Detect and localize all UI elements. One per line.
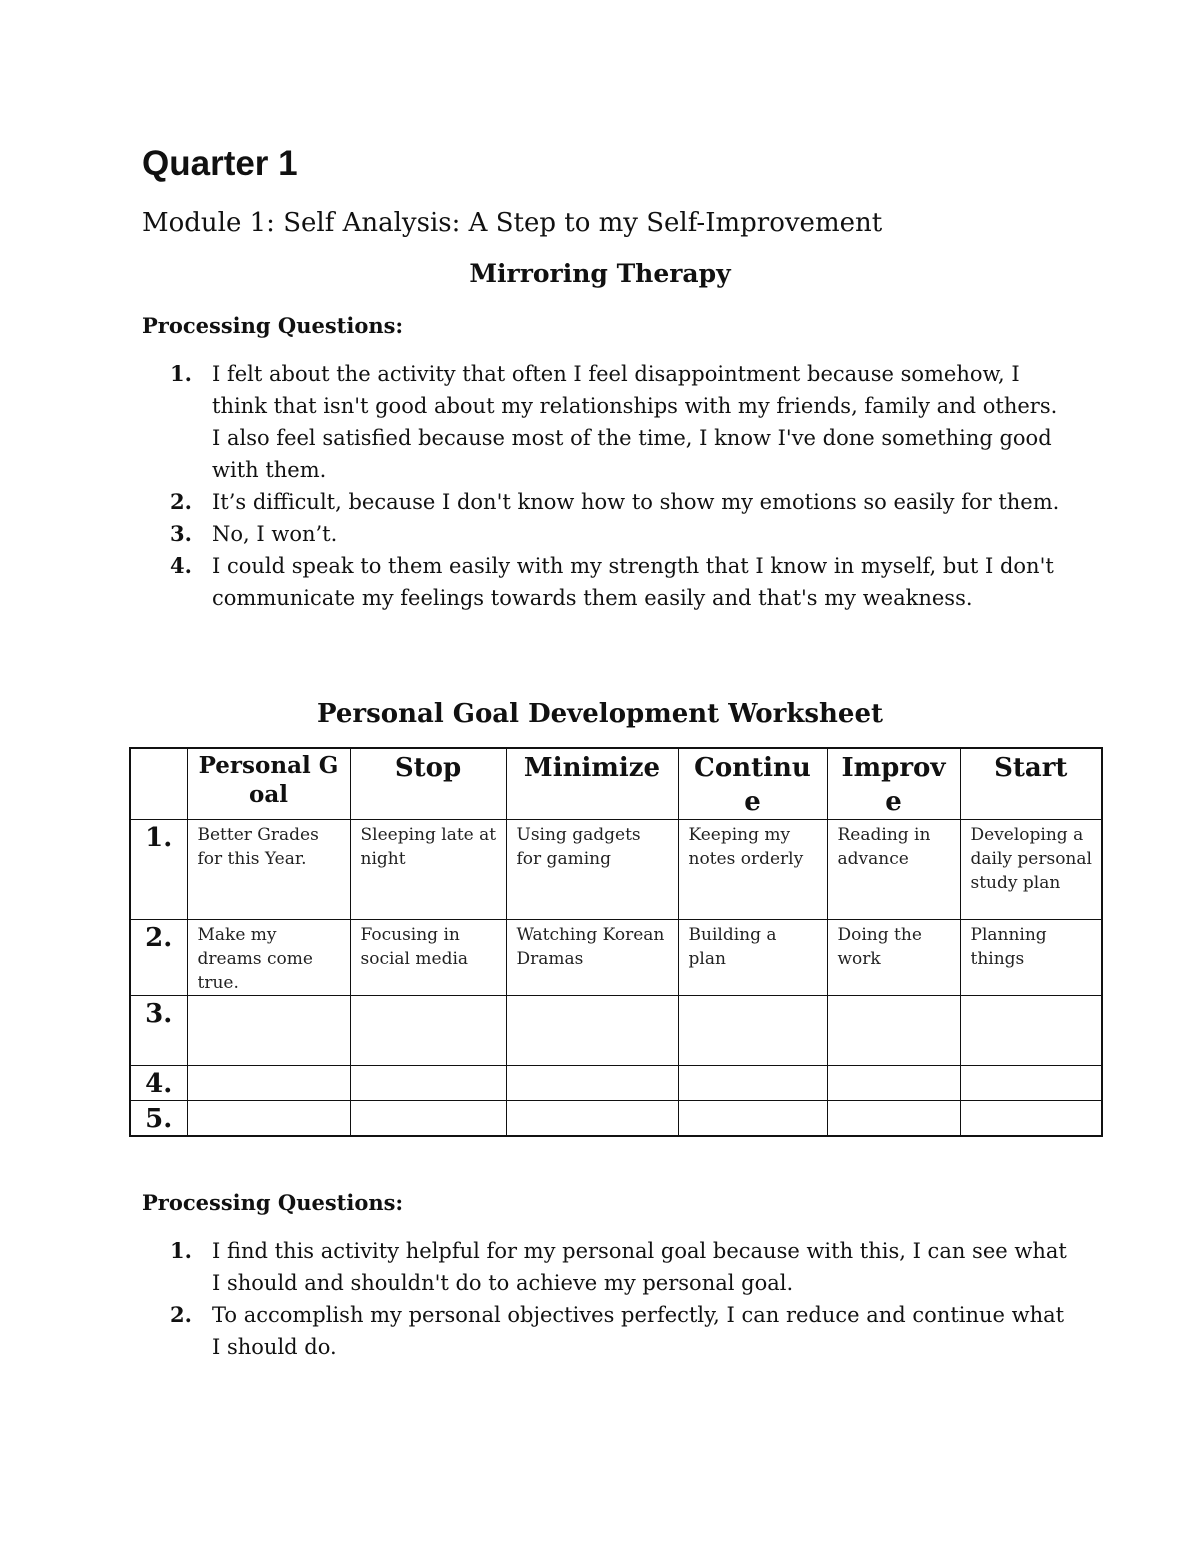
- processing-answers-list: [170, 1235, 1070, 1363]
- table-cell: [187, 996, 350, 1066]
- table-cell: [506, 1101, 678, 1137]
- section-title: Mirroring Therapy: [469, 259, 731, 288]
- table-row: [130, 820, 1102, 920]
- table-cell: Developing a daily personal study plan: [960, 820, 1102, 920]
- list-item: [170, 486, 1070, 518]
- item-number: 4.: [170, 553, 192, 578]
- table-cell: [350, 996, 506, 1066]
- table-cell: [960, 996, 1102, 1066]
- list-item: [170, 518, 1070, 550]
- table-cell: [678, 996, 827, 1066]
- table-cell: [960, 1101, 1102, 1137]
- worksheet-title: Personal Goal Development Worksheet: [317, 699, 883, 729]
- row-number: 3.: [130, 996, 187, 1066]
- item-text: To accomplish my personal objectives perfectly, I can reduce and continue what I should do.: [212, 1303, 1065, 1359]
- item-number: 1.: [170, 1238, 192, 1263]
- table-cell: Better Grades for this Year.: [187, 820, 350, 920]
- table-cell: [350, 1066, 506, 1101]
- item-text: No, I won’t.: [212, 522, 338, 546]
- row-number: 5.: [130, 1101, 187, 1137]
- table-row: [130, 1066, 1102, 1101]
- list-item: [170, 358, 1070, 486]
- table-cell: Focusing in social media: [350, 920, 506, 996]
- header-cell: Continue: [678, 748, 827, 820]
- table-row: [130, 996, 1102, 1066]
- table-row: [130, 920, 1102, 996]
- row-number: 1.: [130, 820, 187, 920]
- table-cell: Watching Korean Dramas: [506, 920, 678, 996]
- quarter-title: Quarter 1: [142, 144, 298, 183]
- table-cell: [506, 996, 678, 1066]
- table-row: [130, 1101, 1102, 1137]
- header-cell: Start: [960, 748, 1102, 820]
- table-cell: Sleeping late at night: [350, 820, 506, 920]
- table-header-row: [130, 748, 1102, 820]
- table-cell: [678, 1066, 827, 1101]
- header-cell: Stop: [350, 748, 506, 820]
- processing-answers-list: [170, 358, 1070, 614]
- list-item: [170, 550, 1070, 614]
- table-cell: [506, 1066, 678, 1101]
- item-text: I find this activity helpful for my personal goal because with this, I can see what I should and shouldn't do to achieve my personal goal.: [212, 1239, 1067, 1295]
- table-cell: [827, 996, 960, 1066]
- item-text: It’s difficult, because I don't know how to show my emotions so easily for them.: [212, 490, 1060, 514]
- table-cell: [187, 1066, 350, 1101]
- table-cell: [678, 1101, 827, 1137]
- header-cell: Minimize: [506, 748, 678, 820]
- item-number: 1.: [170, 361, 192, 386]
- table-cell: Reading in advance: [827, 820, 960, 920]
- table-cell: Keeping my notes orderly: [678, 820, 827, 920]
- list-item: [170, 1299, 1070, 1363]
- row-number: 4.: [130, 1066, 187, 1101]
- table-cell: [827, 1066, 960, 1101]
- list-item: [170, 1235, 1070, 1299]
- item-number: 2.: [170, 489, 192, 514]
- table-cell: Planning things: [960, 920, 1102, 996]
- table-cell: Make my dreams come true.: [187, 920, 350, 996]
- table-cell: Using gadgets for gaming: [506, 820, 678, 920]
- header-cell: Personal Goal: [187, 748, 350, 820]
- header-cell: Improve: [827, 748, 960, 820]
- item-number: 3.: [170, 521, 192, 546]
- table-cell: [827, 1101, 960, 1137]
- table-cell: Building a plan: [678, 920, 827, 996]
- header-cell-blank: [130, 748, 187, 820]
- item-number: 2.: [170, 1302, 192, 1327]
- table-cell: [960, 1066, 1102, 1101]
- module-title: Module 1: Self Analysis: A Step to my Self-Improvement: [142, 208, 883, 238]
- goal-worksheet-table: [129, 747, 1103, 1137]
- item-text: I could speak to them easily with my strength that I know in myself, but I don't communicate my feelings towards them easily and that's my weakness.: [212, 554, 1054, 610]
- table-cell: Doing the work: [827, 920, 960, 996]
- processing-questions-heading: Processing Questions:: [142, 313, 404, 338]
- table-cell: [350, 1101, 506, 1137]
- item-text: I felt about the activity that often I feel disappointment because somehow, I think that isn't good about my relationships with my friends, family and others. I also feel satisfied because most of the time, I know I've done something good with them.: [212, 362, 1058, 482]
- row-number: 2.: [130, 920, 187, 996]
- table-cell: [187, 1101, 350, 1137]
- processing-questions-heading: Processing Questions:: [142, 1190, 404, 1215]
